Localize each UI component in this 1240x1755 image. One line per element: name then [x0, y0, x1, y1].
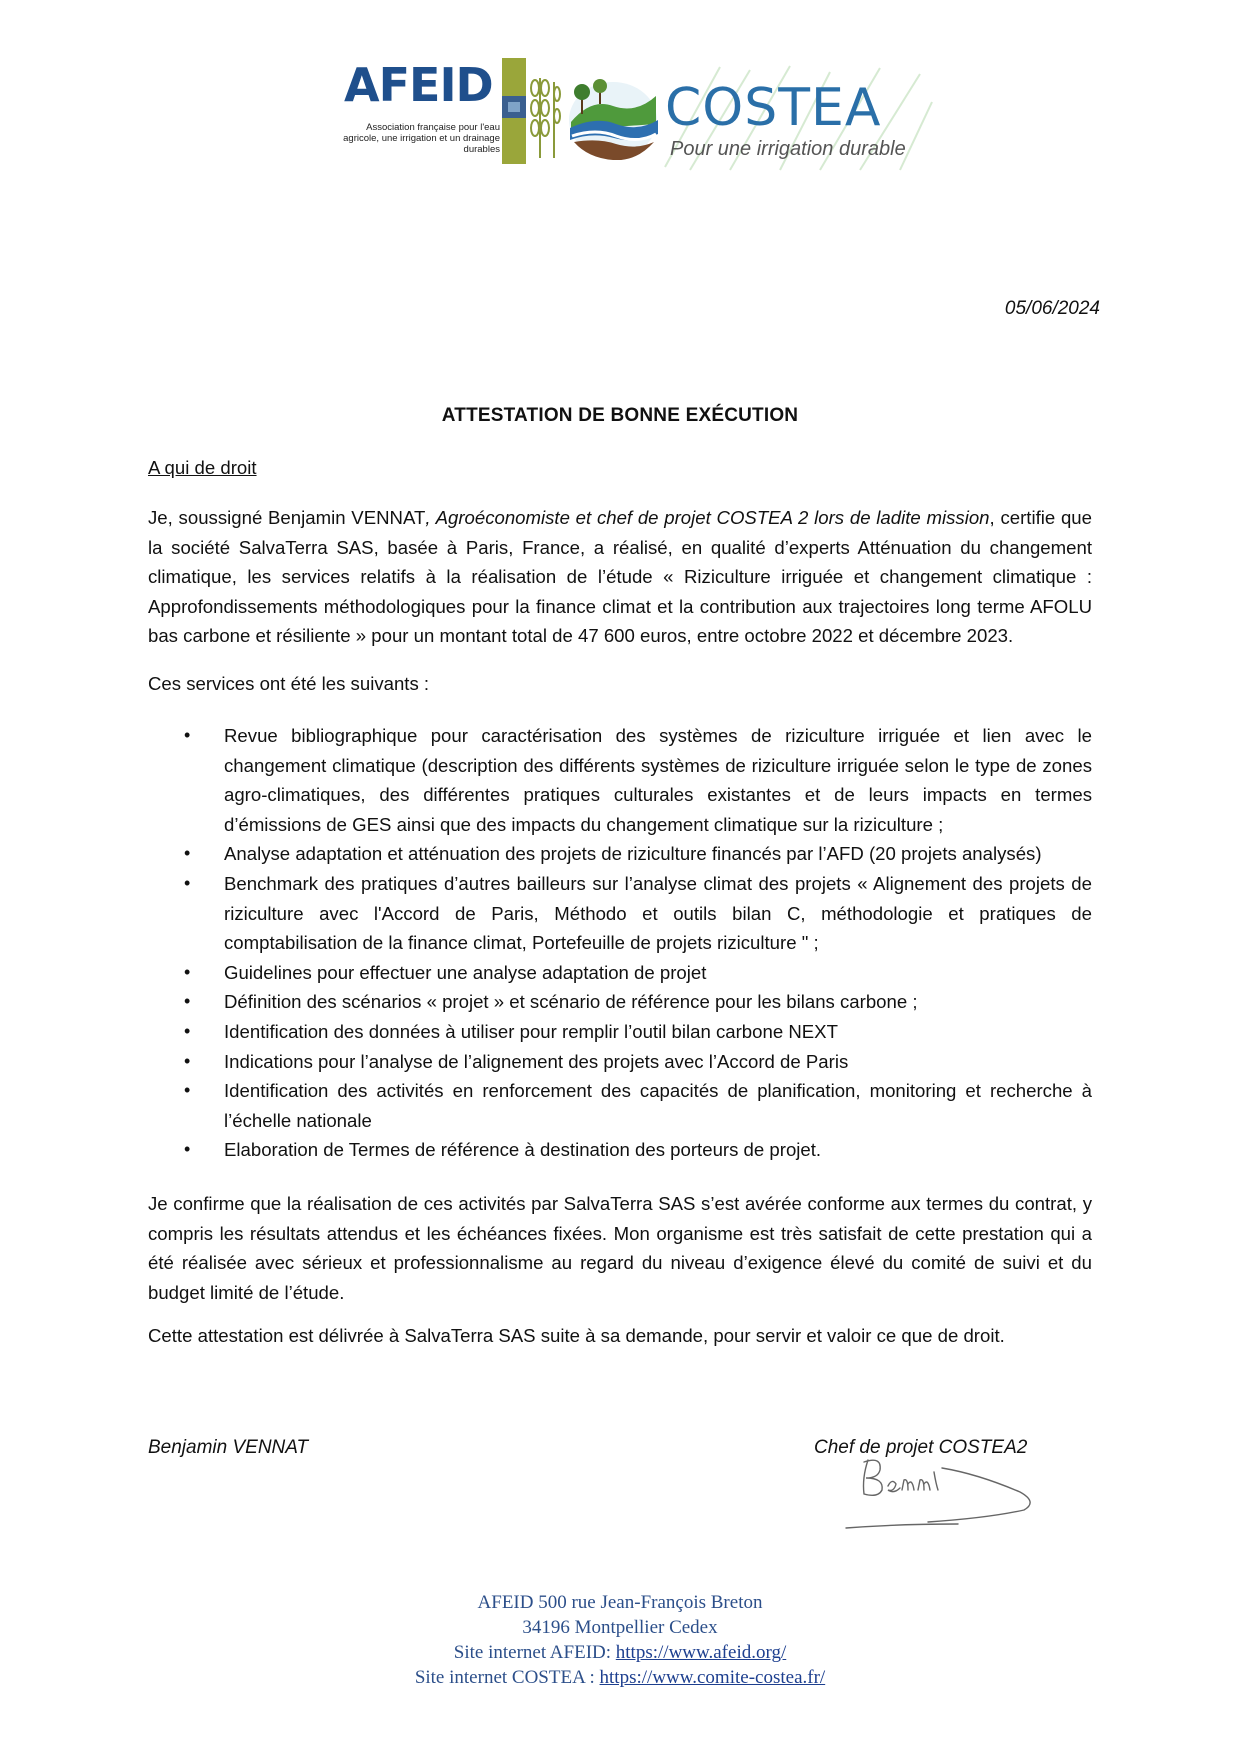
intro-signer-role: , Agroéconomiste et chef de projet COSTEA 2 lors de ladite mission	[425, 507, 990, 528]
afeid-wheat-emblem-icon	[502, 58, 562, 164]
signer-name: Benjamin VENNAT	[148, 1437, 309, 1458]
services-list-item: • Identification des activités en renforcement des capacités de planification, monitoring et recherche à l’échelle nationale	[148, 1076, 1092, 1135]
document-date: 05/06/2024	[1004, 298, 1100, 319]
footer	[0, 1590, 1240, 1690]
intro-part-3: , certifie que la société SalvaTerra SAS, basée à Paris, France, a réalisé, en qualité d’experts Atténuation du changement climatique, les services relatifs à la réalisation de l’étude « Riziculture irriguée et changement climatique : Approfondissements méthodologiques pour la finance climat et la contribution aux trajectoires long terme AFOLU bas carbone et résiliente » pour un montant total de 47 600 euros, entre octobre 2022 et décembre 2023.	[148, 507, 1092, 647]
signer-role: Chef de projet COSTEA2	[814, 1437, 1028, 1458]
footer-costea-site-label: Site internet COSTEA :	[414, 1667, 600, 1688]
intro-part-1: Je, soussigné Benjamin VENNAT	[148, 507, 426, 528]
afeid-website-link[interactable]: https://www.afeid.org/	[615, 1642, 787, 1663]
services-list-item: • Elaboration de Termes de référence à destination des porteurs de projet.	[148, 1135, 1092, 1165]
services-list-item: • Revue bibliographique pour caractérisation des systèmes de riziculture irriguée et lien avec le changement climatique (description des différents systèmes de riziculture irriguée selon le type de zones agro-climatiques, des différentes pratiques culturales existantes et de leurs impacts en termes d’émissions de GES ainsi que des impacts du changement climatique sur la riziculture ;	[148, 721, 1092, 839]
services-list-item: • Guidelines pour effectuer une analyse adaptation de projet	[148, 958, 1092, 988]
services-list-item: • Analyse adaptation et atténuation des projets de riziculture financés par l’AFD (20 projets analysés)	[148, 839, 1092, 869]
intro-paragraph	[148, 503, 1092, 651]
handwritten-signature	[838, 1448, 1058, 1530]
confirmation-paragraph: Je confirme que la réalisation de ces activités par SalvaTerra SAS s’est avérée conforme aux termes du contrat, y compris les résultats attendus et les échéances fixées. Mon organisme est très satisfait de cette prestation qui a été réalisée avec sérieux et professionnalisme au regard du niveau d’exigence élevé du comité de suivi et du budget limité de l’étude.	[148, 1193, 1092, 1303]
services-list-item: • Identification des données à utiliser pour remplir l’outil bilan carbone NEXT	[148, 1017, 1092, 1047]
services-intro: Ces services ont été les suivants :	[148, 673, 430, 694]
costea-wordmark: COSTEA	[665, 78, 882, 138]
services-list-item: • Indications pour l’analyse de l’alignement des projets avec l’Accord de Paris	[148, 1047, 1092, 1077]
footer-address-line-1: AFEID 500 rue Jean-François Breton	[477, 1592, 763, 1613]
closing-paragraph: Cette attestation est délivrée à SalvaTerra SAS suite à sa demande, pour servir et valoir ce que de droit.	[148, 1325, 1005, 1346]
costea-website-link[interactable]: https://www.comite-costea.fr/	[599, 1667, 826, 1688]
costea-landscape-emblem-icon	[566, 70, 660, 160]
services-list	[148, 721, 1092, 1165]
afeid-tagline: Association française pour l'eau agricole, une irrigation et un drainage durables	[343, 122, 500, 155]
afeid-wordmark: AFEID	[344, 58, 493, 112]
salutation: A qui de droit	[148, 457, 257, 478]
footer-afeid-site-label: Site internet AFEID:	[453, 1642, 616, 1663]
costea-tagline: Pour une irrigation durable	[670, 138, 906, 160]
services-list-item: • Définition des scénarios « projet » et scénario de référence pour les bilans carbone ;	[148, 987, 1092, 1017]
footer-address-line-2: 34196 Montpellier Cedex	[522, 1617, 718, 1638]
services-list-item: • Benchmark des pratiques d’autres bailleurs sur l’analyse climat des projets « Alignement des projets de riziculture avec l'Accord de Paris, Méthodo et outils bilan C, méthodologie et pratiques de comptabilisation de la finance climat, Portefeuille de projets riziculture " ;	[148, 869, 1092, 958]
document-title: ATTESTATION DE BONNE EXÉCUTION	[441, 405, 799, 426]
footer-costea-site	[0, 1665, 1240, 1690]
footer-afeid-site	[0, 1640, 1240, 1665]
